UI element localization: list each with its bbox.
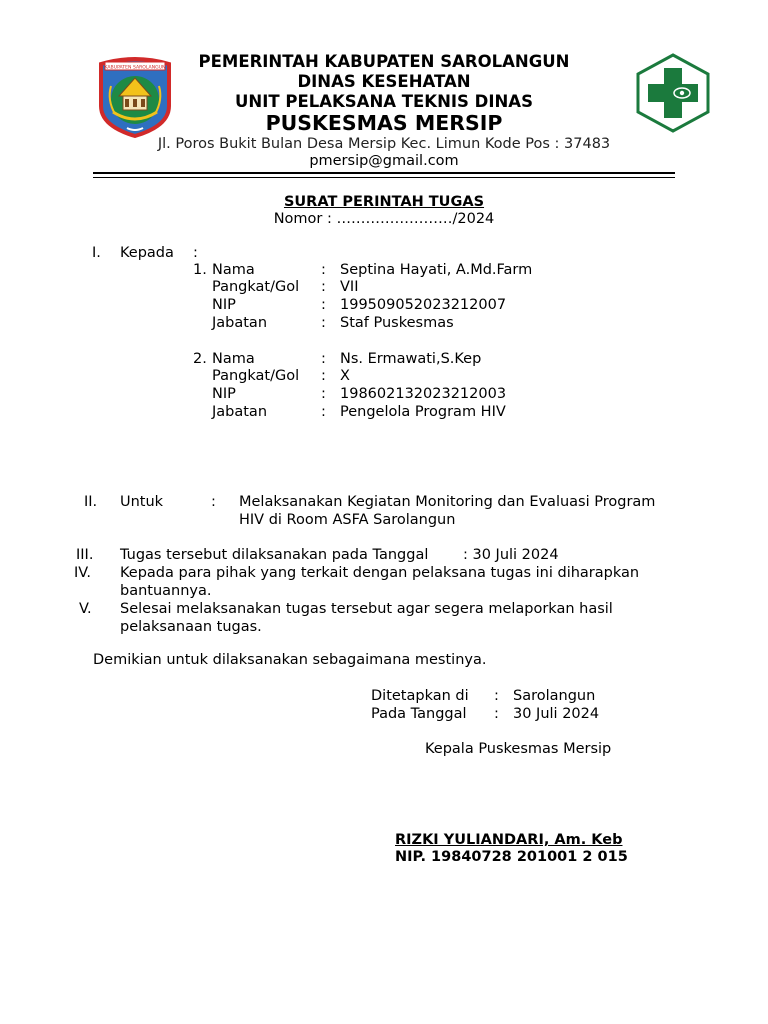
person2-nip-colon: :: [321, 386, 326, 402]
section2-label: Untuk: [120, 494, 164, 510]
signature-place-label: Ditetapkan di: [371, 688, 469, 704]
section3-text: Tugas tersebut dilaksanakan pada Tanggal: [120, 547, 429, 563]
person2-name-colon: :: [321, 351, 326, 367]
agency-email: pmersip@gmail.com: [309, 153, 459, 169]
signature-date-colon: :: [494, 706, 499, 722]
agency-name-line2: DINAS KESEHATAN: [297, 72, 471, 91]
person1-nip-value: 199509052023212007: [340, 297, 507, 313]
document-title: SURAT PERINTAH TUGAS: [283, 194, 485, 210]
person1-nip-label: NIP: [212, 297, 236, 313]
person1-nip-colon: :: [321, 297, 326, 313]
person2-name-label: Nama: [212, 351, 255, 367]
section3-roman: III.: [76, 547, 94, 563]
document-number: Nomor : ……………………/2024: [273, 211, 495, 227]
person2-rank-colon: :: [321, 368, 326, 384]
person1-position-colon: :: [321, 315, 326, 331]
person1-name-label: Nama: [212, 262, 255, 278]
person1-position-value: Staf Puskesmas: [340, 315, 454, 331]
section2-text-line1: Melaksanakan Kegiatan Monitoring dan Evaluasi Program: [239, 494, 656, 510]
person2-number: 2.: [193, 351, 207, 367]
section1-colon: :: [193, 245, 198, 261]
signature-place-colon: :: [494, 688, 499, 704]
person2-nip-label: NIP: [212, 386, 236, 402]
section4-text-line2: bantuannya.: [120, 583, 212, 599]
section1-label: Kepada: [120, 245, 174, 261]
person2-position-colon: :: [321, 404, 326, 420]
person1-position-label: Jabatan: [212, 315, 268, 331]
agency-address: Jl. Poros Bukit Bulan Desa Mersip Kec. Limun Kode Pos : 37483: [157, 136, 611, 152]
section3-date: : 30 Juli 2024: [463, 547, 559, 563]
signatory-position: Kepala Puskesmas Mersip: [425, 741, 612, 757]
section2-colon: :: [211, 494, 216, 510]
person2-position-value: Pengelola Program HIV: [340, 404, 506, 420]
person2-rank-value: X: [340, 368, 350, 384]
person1-rank-value: VII: [340, 279, 359, 295]
person2-position-label: Jabatan: [212, 404, 268, 420]
signature-date-value: 30 Juli 2024: [513, 706, 600, 722]
section5-text-line2: pelaksanaan tugas.: [120, 619, 262, 635]
letterhead-rule-thin: [93, 177, 675, 178]
signatory-nip: NIP. 19840728 201001 2 015: [395, 849, 628, 865]
closing-statement: Demikian untuk dilaksanakan sebagaimana mestinya.: [93, 652, 487, 668]
section4-roman: IV.: [74, 565, 91, 581]
person2-name-value: Ns. Ermawati,S.Kep: [340, 351, 482, 367]
signature-date-label: Pada Tanggal: [371, 706, 467, 722]
section5-text-line1: Selesai melaksanakan tugas tersebut agar segera melaporkan hasil: [120, 601, 613, 617]
agency-name-line1: PEMERINTAH KABUPATEN SAROLANGUN: [198, 52, 570, 71]
section1-roman: I.: [92, 245, 101, 261]
section2-roman: II.: [84, 494, 98, 510]
person2-nip-value: 198602132023212003: [340, 386, 507, 402]
person1-name-colon: :: [321, 262, 326, 278]
person1-number: 1.: [193, 262, 207, 278]
person1-name-value: Septina Hayati, A.Md.Farm: [340, 262, 533, 278]
letterhead-rule-thick: [93, 172, 675, 174]
person2-rank-label: Pangkat/Gol: [212, 368, 300, 384]
section4-text-line1: Kepada para pihak yang terkait dengan pelaksana tugas ini diharapkan: [120, 565, 640, 581]
section5-roman: V.: [79, 601, 92, 617]
section2-text-line2: HIV di Room ASFA Sarolangun: [239, 512, 456, 528]
emblem-banner-text: KABUPATEN SAROLANGUN: [104, 65, 166, 71]
person1-rank-label: Pangkat/Gol: [212, 279, 300, 295]
agency-name-line3: UNIT PELAKSANA TEKNIS DINAS: [235, 92, 533, 111]
person1-rank-colon: :: [321, 279, 326, 295]
signatory-name: RIZKI YULIANDARI, Am. Keb: [395, 832, 623, 848]
signature-place-value: Sarolangun: [513, 688, 596, 704]
agency-name-line4: PUSKESMAS MERSIP: [265, 111, 503, 135]
